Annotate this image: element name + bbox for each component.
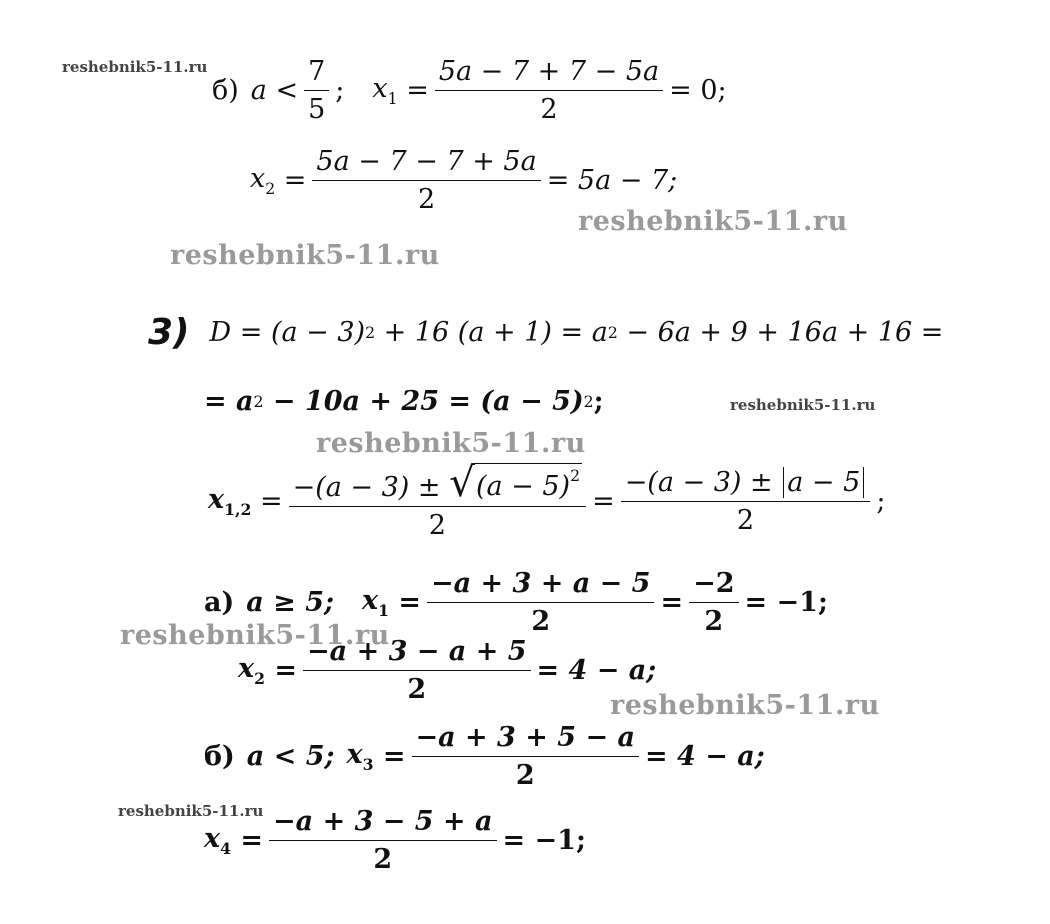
fraction bbox=[689, 568, 738, 637]
equation-line-4 bbox=[204, 386, 604, 417]
expression-part: − 6a + 9 + 16a + 16 = bbox=[617, 317, 944, 348]
expression-part: − 10a + 25 = (a − 5) bbox=[263, 386, 584, 417]
denominator: 2 bbox=[428, 510, 446, 541]
fraction bbox=[312, 146, 540, 215]
numerator: 5a − 7 + 7 − 5a bbox=[435, 56, 663, 91]
result: = 0; bbox=[669, 75, 727, 106]
item-label: а) bbox=[204, 587, 235, 618]
watermark: reshebnik5-11.ru bbox=[120, 620, 390, 651]
item-label: 3) bbox=[148, 312, 190, 353]
fraction bbox=[304, 56, 329, 125]
variable-x2: $x_2$ bbox=[238, 652, 266, 689]
exponent: 2 bbox=[570, 465, 581, 485]
exponent: 2 bbox=[365, 323, 376, 342]
fraction bbox=[289, 458, 586, 541]
expression-part: ; bbox=[876, 486, 886, 517]
equation-line-9: $x_4$ = $\frac{-a + 3 - 5 + a}{2}$ = −1; bbox=[204, 806, 586, 875]
expression-part: = a bbox=[204, 386, 254, 417]
result: = 4 − a; bbox=[644, 741, 765, 772]
item-label: б) bbox=[204, 741, 235, 772]
numerator: 7 bbox=[304, 56, 329, 91]
item-label: б) bbox=[212, 75, 239, 106]
expression-part: + 16 (a + 1) = a bbox=[375, 317, 608, 348]
expression-part: −(a − 3) ± bbox=[292, 472, 441, 503]
denominator: 2 bbox=[373, 844, 393, 875]
equation-line-5: $x_{1,2}$ = −(a − 3) ± √ $(a - 5)^2$ 2 = $\frac{-(a - 3) \pm a - 5}{2}$ ; bbox=[208, 458, 886, 541]
denominator: 5 bbox=[308, 94, 326, 125]
radicand bbox=[473, 463, 582, 502]
result: = −1; bbox=[744, 587, 828, 618]
variable-x1: $x_1$ bbox=[372, 72, 398, 109]
radical-sign: √ bbox=[449, 458, 475, 506]
variable-x3: $x_3$ bbox=[346, 738, 374, 775]
numerator: −a + 3 − 5 + a bbox=[269, 806, 496, 841]
numerator bbox=[289, 458, 586, 507]
expression-part: (a − 5) bbox=[475, 470, 571, 502]
equation-line-2: $x_2$ = $\frac{5a - 7 - 7 + 5a}{2}$ = 5a − 7; bbox=[250, 146, 678, 215]
result: = −1; bbox=[502, 825, 586, 856]
denominator: 2 bbox=[540, 94, 558, 125]
exponent: 2 bbox=[253, 392, 264, 411]
result: = 5a − 7; bbox=[546, 165, 678, 196]
exponent: 2 bbox=[583, 392, 594, 411]
square-root bbox=[449, 458, 582, 506]
condition: a < 5; bbox=[246, 741, 335, 772]
numerator: −2 bbox=[689, 568, 738, 603]
variable-x4: $x_4$ bbox=[204, 822, 232, 859]
watermark: reshebnik5-11.ru bbox=[730, 396, 876, 414]
fraction bbox=[412, 722, 639, 791]
watermark: reshebnik5-11.ru bbox=[316, 428, 586, 459]
watermark: reshebnik5-11.ru bbox=[62, 58, 208, 76]
denominator: 2 bbox=[407, 674, 427, 705]
expression-part: −(a − 3) ± bbox=[624, 467, 773, 498]
condition: a ≥ 5; bbox=[246, 587, 334, 618]
equation-line-6: а) a ≥ 5; $x_1$ = $\frac{-a + 3 + a - 5}{2}$ = $\frac{-2}{2}$ = −1; bbox=[204, 568, 828, 637]
result: = 4 − a; bbox=[536, 655, 657, 686]
equation-line-7: $x_2$ = $\frac{-a + 3 - a + 5}{2}$ = 4 − a; bbox=[238, 636, 657, 705]
denominator: 2 bbox=[417, 184, 436, 215]
fraction bbox=[427, 568, 654, 637]
expression-part: ; bbox=[593, 386, 604, 417]
fraction bbox=[269, 806, 496, 875]
expression-part: D = (a − 3) bbox=[209, 317, 366, 348]
exponent: 2 bbox=[607, 323, 618, 342]
denominator: 2 bbox=[515, 760, 535, 791]
fraction bbox=[435, 56, 663, 125]
equation-line-1: б) a < $\frac{7}{5}$ ; $x_1$ = $\frac{5a - 7 + 7 - 5a}{2}$ = 0; bbox=[212, 56, 727, 125]
watermark: reshebnik5-11.ru bbox=[610, 690, 880, 721]
equation-line-3 bbox=[148, 312, 943, 353]
fraction bbox=[303, 636, 530, 705]
variable-x2: $x_2$ bbox=[250, 162, 276, 199]
denominator: 2 bbox=[704, 606, 724, 637]
numerator: 5a − 7 − 7 + 5a bbox=[312, 146, 540, 181]
absolute-value: a − 5 bbox=[783, 467, 864, 498]
watermark: reshebnik5-11.ru bbox=[170, 240, 440, 271]
denominator: 2 bbox=[531, 606, 551, 637]
watermark: reshebnik5-11.ru bbox=[118, 802, 264, 820]
fraction bbox=[621, 467, 871, 536]
denominator: 2 bbox=[736, 505, 755, 536]
watermark: reshebnik5-11.ru bbox=[578, 206, 848, 237]
variable-x1: $x_1$ bbox=[361, 584, 389, 621]
numerator: −a + 3 + a − 5 bbox=[427, 568, 654, 603]
equation-line-8: б) a < 5; $x_3$ = $\frac{-a + 3 + 5 - a}{2}$ = 4 − a; bbox=[204, 722, 765, 791]
variable-x12: $x_{1,2}$ bbox=[208, 483, 252, 520]
condition-lhs: a < bbox=[250, 75, 299, 106]
numerator: −a + 3 + 5 − a bbox=[412, 722, 639, 757]
numerator: −a + 3 − a + 5 bbox=[303, 636, 530, 671]
numerator bbox=[621, 467, 871, 502]
